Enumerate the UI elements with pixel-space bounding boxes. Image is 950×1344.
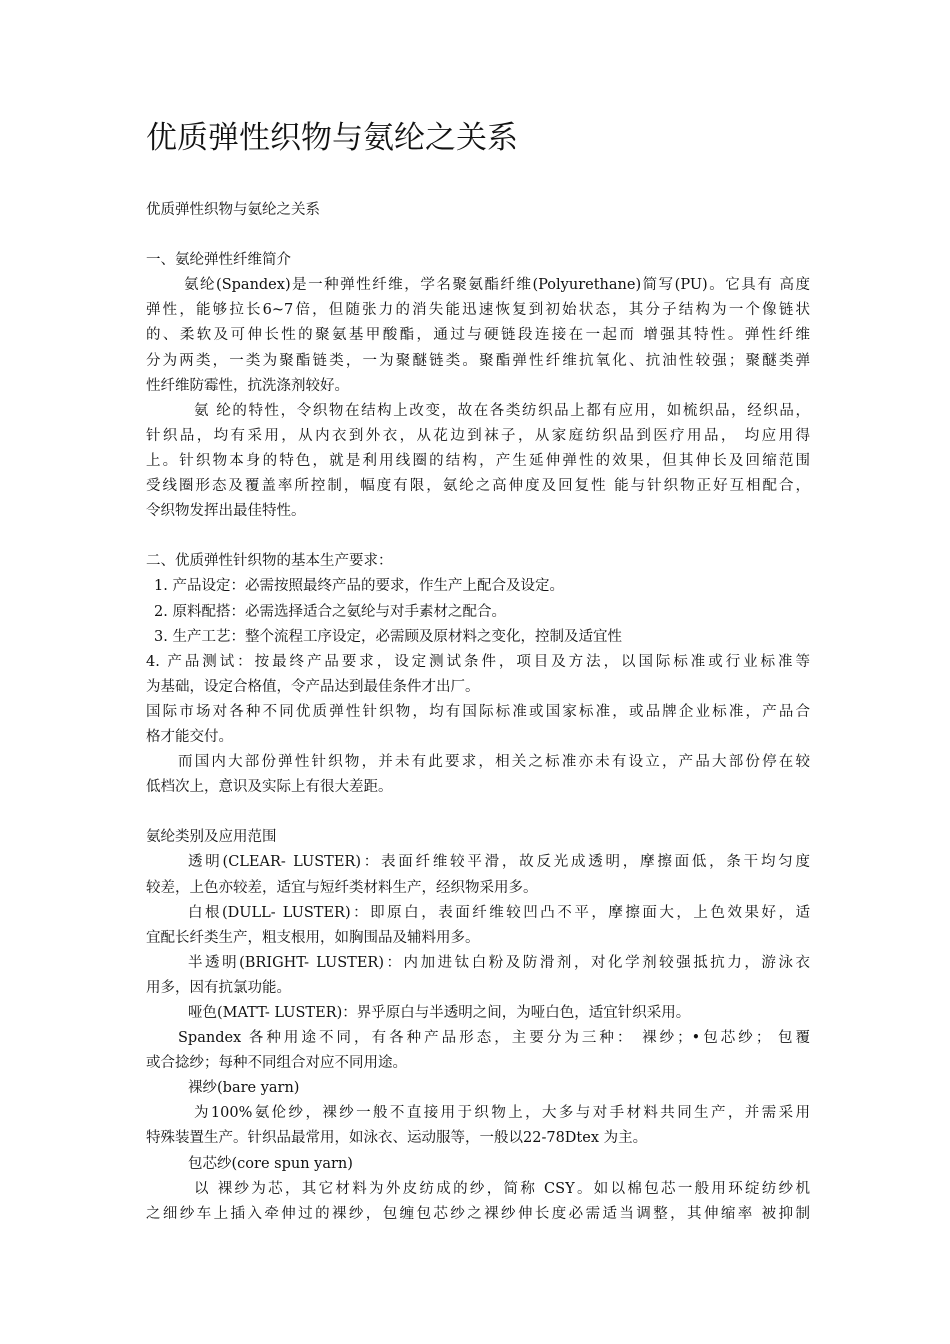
paragraph-line: 而国内大部份弹性针织物，并未有此要求，相关之标准亦未有设立，产品大部份停在较 — [178, 754, 810, 771]
list-item: 1. 产品设定：必需按照最终产品的要求，作生产上配合及设定。 — [154, 578, 564, 595]
paragraph-line: 针织品，均有采用，从内衣到外衣，从花边到袜子，从家庭纺织品到医疗用品， 均应用得 — [146, 427, 810, 444]
paragraph-line: 氨纶(Spandex)是一种弹性纤维，学名聚氨酯纤维(Polyurethane)简写(PU)。它具有 高度 — [184, 277, 810, 294]
paragraph-line: 白根(DULL- LUSTER)：即原白，表面纤维较凹凸不平，摩擦面大，上色效果好，适 — [188, 904, 810, 921]
section2-heading: 二、优质弹性针织物的基本生产要求： — [146, 553, 393, 570]
list-item: 4. 产品测试：按最终产品要求，设定测试条件，项目及方法，以国际标准或行业标准等 — [146, 653, 810, 670]
paragraph-line: 为基础，设定合格值，令产品达到最佳条件才出厂。 — [146, 678, 480, 695]
paragraph-line: 用多，因有抗氯功能。 — [146, 979, 291, 996]
document-body — [146, 198, 810, 1227]
subtitle: 优质弹性织物与氨纶之关系 — [146, 202, 320, 218]
paragraph-line: 性纤维防霉性，抗洗涤剂较好。 — [146, 377, 349, 394]
paragraph-line: 弹性，能够拉长6~7倍，但随张力的消失能迅速恢复到初始状态，其分子结构为一个像链状 — [146, 302, 810, 319]
paragraph-line: 分为两类，一类为聚酯链类，一为聚醚链类。聚酯弹性纤维抗氧化、抗油性较强；聚醚类弹 — [146, 352, 810, 369]
paragraph-line: 低档次上，意识及实际上有很大差距。 — [146, 779, 393, 796]
paragraph-line: 国际市场对各种不同优质弹性针织物，均有国际标准或国家标准，或品牌企业标准，产品合 — [146, 703, 810, 720]
document-title: 优质弹性织物与氨纶之关系 — [146, 120, 518, 156]
subsection-heading: 裸纱(bare yarn) — [188, 1080, 300, 1097]
paragraph-line: 较差，上色亦较差，适宜与短纤类材料生产，经织物采用多。 — [146, 879, 538, 896]
paragraph-line: Spandex 各种用途不同，有各种产品形态，主要分为三种： 裸纱；•包芯纱； 包覆 — [178, 1030, 810, 1047]
paragraph-line: 半透明(BRIGHT- LUSTER)：内加进钛白粉及防滑剂，对化学剂较强抵抗力，游泳衣 — [188, 954, 810, 971]
paragraph-line: 之细纱车上插入牵伸过的裸纱，包缠包芯纱之裸纱伸长度必需适当调整，其伸缩率 被抑制 — [146, 1205, 810, 1222]
subsection-heading: 包芯纱(core spun yarn) — [188, 1155, 353, 1172]
section3-heading: 氨纶类别及应用范围 — [146, 829, 277, 846]
paragraph-line: 或合捻纱；每种不同组合对应不同用途。 — [146, 1055, 407, 1072]
list-item: 3. 生产工艺：整个流程工序设定，必需顾及原材料之变化，控制及适宜性 — [154, 628, 622, 645]
paragraph-line: 宜配长纤类生产，粗支根用，如胸围品及辅料用多。 — [146, 929, 480, 946]
paragraph-line: 氨 纶的特性，令织物在结构上改变，故在各类纺织品上都有应用，如梳织品，经织品， — [194, 402, 810, 419]
paragraph-line: 透明(CLEAR- LUSTER)：表面纤维较平滑，故反光成透明，摩擦面低，条干均匀度 — [188, 854, 810, 871]
paragraph-line: 哑色(MATT- LUSTER)：界乎原白与半透明之间，为哑白色，适宜针织采用。 — [188, 1005, 691, 1021]
list-item: 2. 原料配搭：必需选择适合之氨纶与对手素材之配合。 — [154, 603, 506, 620]
paragraph-line: 令织物发挥出最佳特性。 — [146, 503, 306, 520]
paragraph-line: 上。针织物本身的特色，就是利用线圈的结构，产生延伸弹性的效果，但其伸长及回缩范围 — [146, 452, 810, 469]
section1-heading: 一、氨纶弹性纤维简介 — [146, 252, 291, 269]
paragraph-line: 格才能交付。 — [146, 728, 233, 745]
paragraph-line: 受线圈形态及覆盖率所控制，幅度有限，氨纶之高伸度及回复性 能与针织物正好互相配合， — [146, 478, 810, 495]
paragraph-line: 的、柔软及可伸长性的聚氨基甲酸酯，通过与硬链段连接在一起而 增强其特性。弹性纤维 — [146, 327, 810, 344]
paragraph-line: 特殊装置生产。针织品最常用，如泳衣、运动服等，一般以22-78Dtex 为主。 — [146, 1130, 648, 1147]
paragraph-line: 为100%氨伦纱，裸纱一般不直接用于织物上，大多与对手材料共同生产，并需采用 — [194, 1105, 810, 1122]
paragraph-line: 以 裸纱为芯，其它材料为外皮纺成的纱，简称 CSY。如以棉包芯一般用环绽纺纱机 — [194, 1180, 810, 1197]
